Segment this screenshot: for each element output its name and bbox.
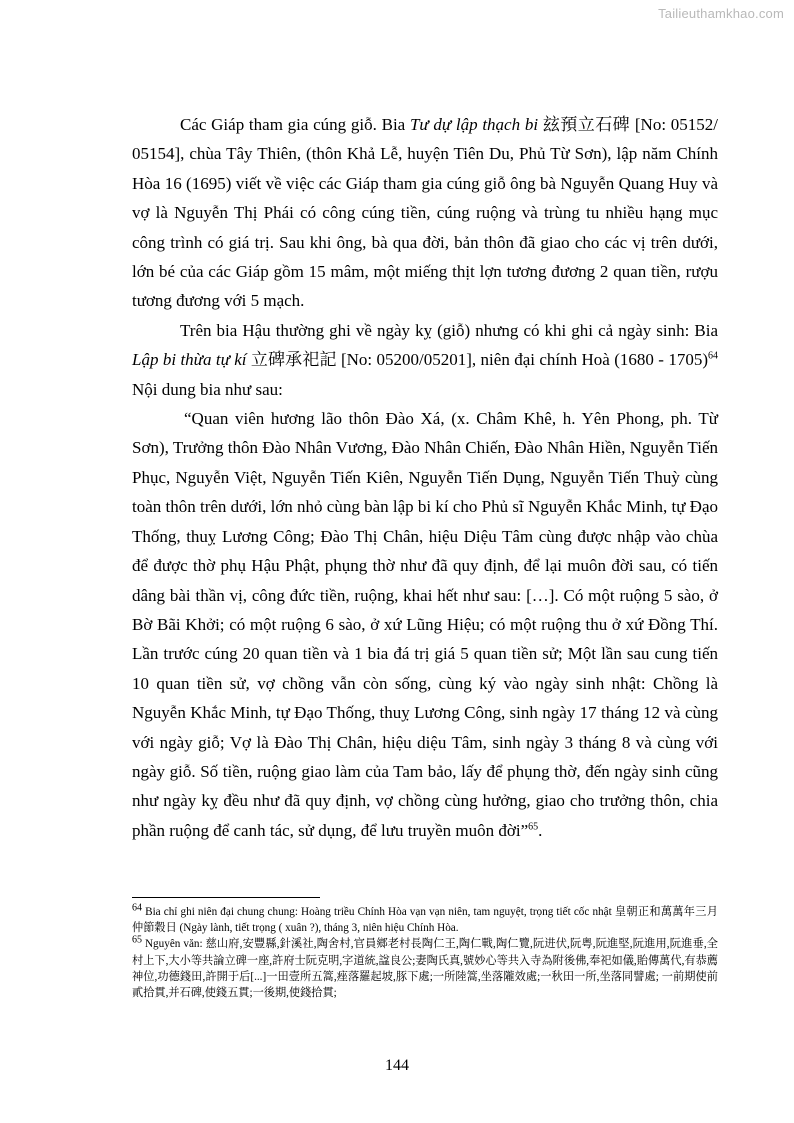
paragraph-1-text-a: Các Giáp tham gia cúng giỗ. Bia bbox=[180, 115, 410, 134]
footnote-text: Bia chỉ ghi niên đại chung chung: Hoàng triều Chính Hòa vạn vạn niên, tam nguyệt, trọng tiết cốc nhật 皇朝正和萬萬年三月仲節穀日 (Ngày lành, tiết trọng ( xuân ?), tháng 3, niên hiệu Chính Hòa. bbox=[132, 906, 718, 935]
paragraph-2 bbox=[132, 316, 718, 404]
footnote-separator bbox=[132, 897, 320, 898]
inscription-title-1: Tư dự lập thạch bi bbox=[409, 115, 539, 134]
quotation-text: “Quan viên hương lão thôn Đào Xá, (x. Châm Khê, h. Yên Phong, ph. Từ Sơn), Trưởng thôn Đào Nhân Vương, Đào Nhân Chiến, Đào Nhân Hiền, Nguyễn Tiến Phục, Nguyễn Việt, Nguyễn Tiến Kiên, Nguyễn Tiến Dụng, Nguyễn Tiến Thuỳ cùng toàn thôn trên dưới, lớn nhỏ cùng bàn lập bi kí cho Phủ sĩ Nguyễn Khắc Minh, tự Đạo Thống, thuỵ Lương Công; Đào Thị Chân, hiệu Diệu Tâm cùng được nhập vào chùa để được thờ phụ Hậu Phật, phụng thờ như đã quy định, để lại muôn đời sau, có tiến dâng bài thần vị, công đức tiền, ruộng, khai hết như sau: […]. Có một ruộng 5 sào, ở Bờ Bãi Khởi; có một ruộng 6 sào, ở xứ Lũng Hiệu; có một ruộng thu ở xứ Đồng Thí. Lần trước cúng 20 quan tiền và 1 bia đá trị giá 5 quan tiền sử; Một lần sau cung tiến 10 quan tiền sử, vợ chồng vẫn còn sống, cùng ký vào ngày sinh nhật: Chồng là Nguyễn Khắc Minh, tự Đạo Thống, thuỵ Lương Công, sinh ngày 17 tháng 12 và cùng với ngày giỗ; Vợ là Đào Thị Chân, hiệu diệu Tâm, sinh ngày 3 tháng 8 và cùng với ngày giỗ. Số tiền, ruộng giao làm của Tam bảo, lấy để phụng thờ, đến ngày sinh cũng như ngày kỵ đều như đã quy định, vợ chồng cùng hưởng, giao cho trưởng thôn, chia phần ruộng để canh tác, sử dụng, để lưu truyền muôn đời” bbox=[132, 409, 718, 840]
watermark: Tailieuthamkhao.com bbox=[658, 6, 784, 21]
quotation-end: . bbox=[538, 820, 543, 840]
paragraph-1-text-b: 玆預立石碑 [No: 05152/ 05154], chùa Tây Thiên, (thôn Khả Lễ, huyện Tiên Du, Phủ Từ Sơn), lập năm Chính Hòa 16 (1695) viết về việc các Giáp tham gia cúng giỗ ông bà Nguyễn Quang Huy và vợ là Nguyễn Thị Phái có công cúng tiền, cúng ruộng và trùng tu nhiều hạng mục công trình có giá trị. Sau khi ông, bà qua đời, bản thôn đã giao cho các vị trên dưới, lớn bé của các Giáp gồm 15 mâm, một miếng thịt lợn tương đương 2 quan tiền, rượu tương đương với 5 mạch. bbox=[132, 115, 718, 311]
paragraph-1 bbox=[132, 110, 718, 316]
paragraph-2-text-a: Trên bia Hậu thường ghi về ngày kỵ (giỗ) nhưng có khi ghi cả ngày sinh: Bia bbox=[180, 320, 718, 340]
footnote-number: 65 bbox=[132, 934, 142, 946]
footnote-65 bbox=[132, 936, 718, 1001]
paragraph-2-text-c: Nội dung bia như sau: bbox=[132, 379, 283, 399]
footnote-text: Nguyên văn: 慈山府,安豐縣,針溪社,陶舍村,官員鄉老村長陶仁王,陶仁戰,陶仁覽,阮进伏,阮粤,阮進堅,阮進用,阮進垂,全村上下,大小等共論立碑一座,許府士阮克明,字道統,諡良公;妻陶氏真,號妙心等共入寺為附後佛,奉祀如儀,貽傳萬代,有恭薦神位,功德錢田,許開于后[...]一田壹所五篙,痤落羅起坡,豚下處;一所陸篙,坐落隴效處;一秋田一所,坐落同譬處; 一前期使前貳拾貫,并石碑,使錢五貫;一後期,使錢拾貫; bbox=[132, 938, 718, 1000]
paragraph-2-text-b: 立碑承祀記 [No: 05200/05201], niên đại chính Hoà (1680 - 1705) bbox=[246, 350, 708, 370]
inscription-title-2: Lập bi thừa tự kí bbox=[132, 350, 247, 370]
footnote-64 bbox=[132, 904, 718, 936]
footnotes bbox=[132, 904, 718, 1001]
footnote-ref-65[interactable]: 65 bbox=[528, 821, 539, 833]
main-text bbox=[132, 110, 718, 845]
footnote-ref-64[interactable]: 64 bbox=[708, 350, 718, 362]
footnote-number: 64 bbox=[132, 902, 142, 914]
page-number: 144 bbox=[385, 1057, 409, 1074]
quotation-paragraph bbox=[132, 404, 718, 845]
